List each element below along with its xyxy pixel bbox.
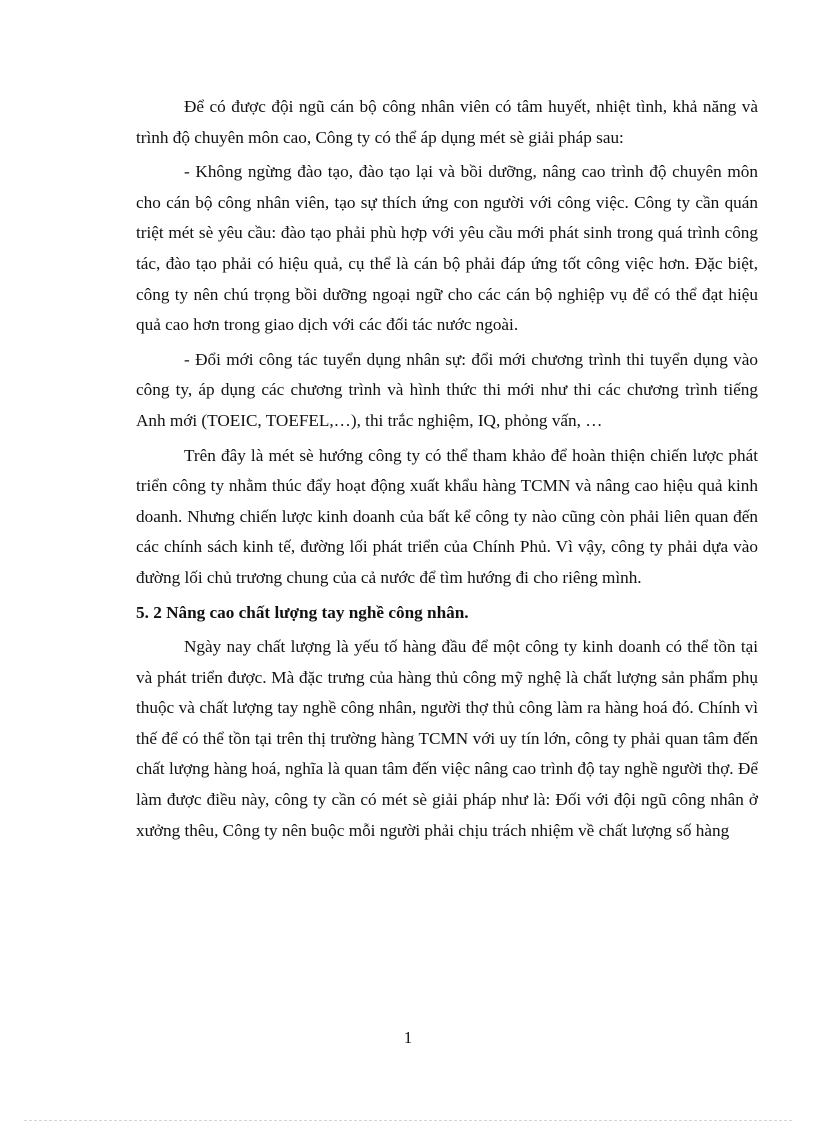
section-heading: 5. 2 Nâng cao chất lượng tay nghề công nhân. [136, 602, 469, 622]
page-number: 1 [403, 1028, 413, 1047]
page-edge-divider [24, 1120, 792, 1121]
paragraph-training: - Không ngừng đào tạo, đào tạo lại và bồi dưỡng, nâng cao trình độ chuyên môn cho cán bộ công nhân viên, tạo sự thích ứng con người với công việc. Công ty cần quán triệt mét sè yêu cầu: đào tạo phải phù hợp với yêu cầu mới phát sinh trong quá trình công tác, đào tạo phải có hiệu quả, cụ thể là cán bộ phải đáp ứng tốt công việc hơn. Đặc biệt, công ty nên chú trọng bồi dưỡng ngoại ngữ cho các cán bộ nghiệp vụ để có thể đạt hiệu quả cao hơn trong giao dịch với các đối tác nước ngoài. [136, 162, 758, 335]
page-body [136, 92, 758, 850]
paragraph-recruitment: - Đổi mới công tác tuyển dụng nhân sự: đổi mới chương trình thi tuyển dụng vào công ty, áp dụng các chương trình và hình thức thi mới như thi các chương trình tiếng Anh mới (TOEIC, TOEFEL,…), thi trắc nghiệm, IQ, phỏng vấn, … [136, 349, 758, 430]
paragraph-quality: Ngày nay chất lượng là yếu tố hàng đầu để một công ty kinh doanh có thể tồn tại và phát triển được. Mà đặc trưng của hàng thủ công mỹ nghệ là chất lượng sản phẩm phụ thuộc và chất lượng tay nghề công nhân, người thợ thủ công làm ra hàng hoá đó. Chính vì thế để có thể tồn tại trên thị trường hàng TCMN với uy tín lớn, công ty phải quan tâm đến chất lượng hàng hoá, nghĩa là quan tâm đến việc nâng cao trình độ tay nghề người thợ. Để làm được điều này, công ty cần có mét sè giải pháp như là: Đối với đội ngũ công nhân ở xưởng thêu, Công ty nên buộc mỗi người phải chịu trách nhiệm về chất lượng số hàng [136, 637, 758, 840]
paragraph-summary: Trên đây là mét sè hướng công ty có thể tham khảo để hoàn thiện chiến lược phát triển công ty nhằm thúc đẩy hoạt động xuất khẩu hàng TCMN và nâng cao hiệu quả kinh doanh. Nhưng chiến lược kinh doanh của bất kể công ty nào cũng còn phải liên quan đến các chính sách kinh tế, đường lối phát triển của Chính Phủ. Vì vậy, công ty phải dựa vào đường lối chủ trương chung của cả nước để tìm hướng đi cho riêng mình. [136, 445, 758, 587]
paragraph-intro: Để có được đội ngũ cán bộ công nhân viên có tâm huyết, nhiệt tình, khả năng và trình độ chuyên môn cao, Công ty có thể áp dụng mét sè giải pháp sau: [136, 97, 758, 147]
